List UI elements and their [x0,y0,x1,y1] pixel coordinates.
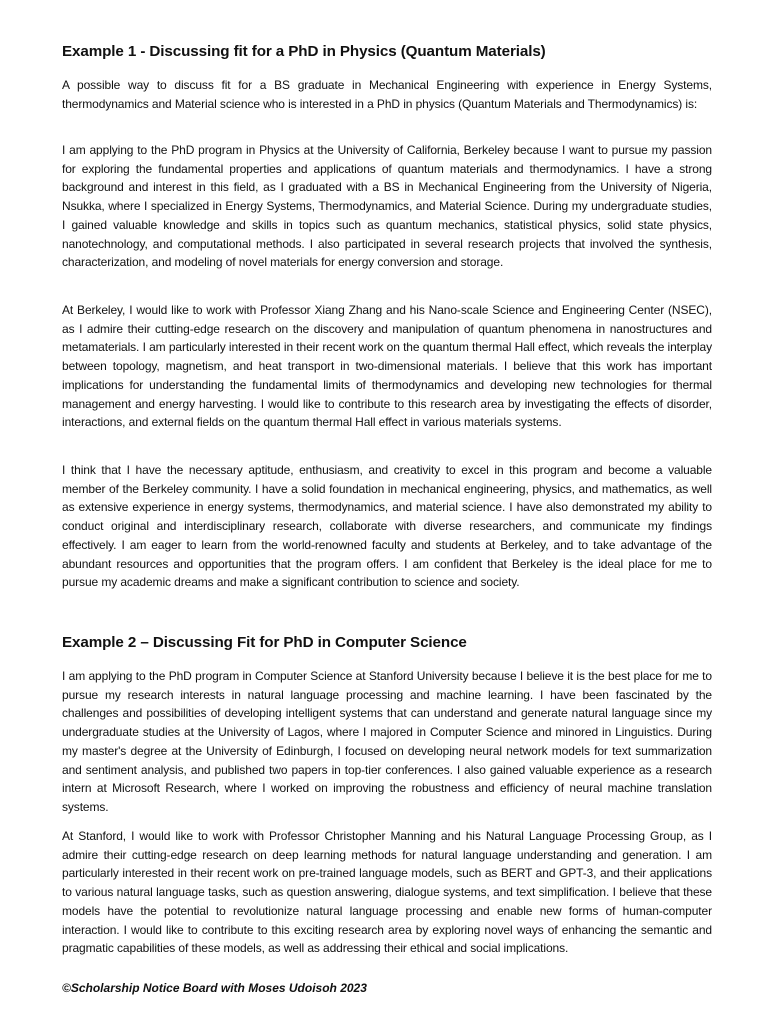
example-2-paragraph-1: I am applying to the PhD program in Computer Science at Stanford University because I believe it is the best place for me to pursue my research interests in natural language processing and machine learning. I have been fascinated by the challenges and possibilities of developing intelligent systems that can understand and generate natural language since my undergraduate studies at the University of Lagos, where I majored in Computer Science and minored in Linguistics. During my master's degree at the University of Edinburgh, I focused on developing neural network models for text summarization and sentiment analysis, and published two papers in top-tier conferences. I also gained valuable experience as a research intern at Microsoft Research, where I worked on improving the robustness and efficiency of neural machine translation systems. [62,669,712,814]
example-1-heading: Example 1 - Discussing fit for a PhD in Physics (Quantum Materials) [62,43,546,60]
example-2-heading: Example 2 – Discussing Fit for PhD in Computer Science [62,634,467,651]
example-2-paragraph-2: At Stanford, I would like to work with Professor Christopher Manning and his Natural Language Processing Group, as I admire their cutting-edge research on deep learning methods for natural language understanding and generation. I am particularly interested in their recent work on pre-trained language models, such as BERT and GPT-3, and their applications to various natural language tasks, such as question answering, dialogue systems, and text simplification. I believe that these models have the potential to revolutionize natural language processing and enable new forms of human-computer interaction. I would like to contribute to this exciting research area by exploring novel ways of enhancing the semantic and pragmatic capabilities of these models, as well as addressing their ethical and social implications. [62,829,712,956]
example-1-paragraph-1: I am applying to the PhD program in Physics at the University of California, Berkeley because I want to pursue my passion for exploring the fundamental properties and applications of quantum materials and thermodynamics. I have a strong background and interest in this field, as I graduated with a BS in Mechanical Engineering from the University of Nigeria, Nsukka, where I specialized in Energy Systems, Thermodynamics, and Material Science. During my undergraduate studies, I gained valuable knowledge and skills in topics such as quantum mechanics, statistical physics, solid state physics, nanotechnology, and computational methods. I also participated in several research projects that involved the synthesis, characterization, and modeling of novel materials for energy conversion and storage. [62,143,712,270]
copyright-footer: ©Scholarship Notice Board with Moses Udoisoh 2023 [62,981,367,995]
example-1-intro-paragraph: A possible way to discuss fit for a BS graduate in Mechanical Engineering with experience in Energy Systems, thermodynamics and Material science who is interested in a PhD in physics (Quantum Materials and Thermodynamics) is: [62,78,712,111]
example-1-paragraph-3: I think that I have the necessary aptitude, enthusiasm, and creativity to excel in this program and become a valuable member of the Berkeley community. I have a solid foundation in mechanical engineering, physics, and mathematics, as well as extensive experience in energy systems, thermodynamics, and material science. I have also demonstrated my ability to conduct original and interdisciplinary research, collaborate with diverse researchers, and communicate my findings effectively. I am eager to learn from the world-renowned faculty and students at Berkeley, and to take advantage of the abundant resources and opportunities that the program offers. I am confident that Berkeley is the ideal place for me to pursue my academic dreams and make a significant contribution to science and society. [62,463,712,590]
example-1-paragraph-2: At Berkeley, I would like to work with Professor Xiang Zhang and his Nano-scale Science and Engineering Center (NSEC), as I admire their cutting-edge research on the discovery and manipulation of quantum phenomena in nanostructures and metamaterials. I am particularly interested in their recent work on the quantum thermal Hall effect, which reveals the interplay between topology, magnetism, and heat transport in two-dimensional materials. I believe that this work has important implications for understanding the fundamental limits of thermodynamics and developing new technologies for thermal management and energy harvesting. I would like to contribute to this research area by investigating the effects of disorder, interactions, and external fields on the quantum thermal Hall effect in various materials systems. [62,303,712,430]
